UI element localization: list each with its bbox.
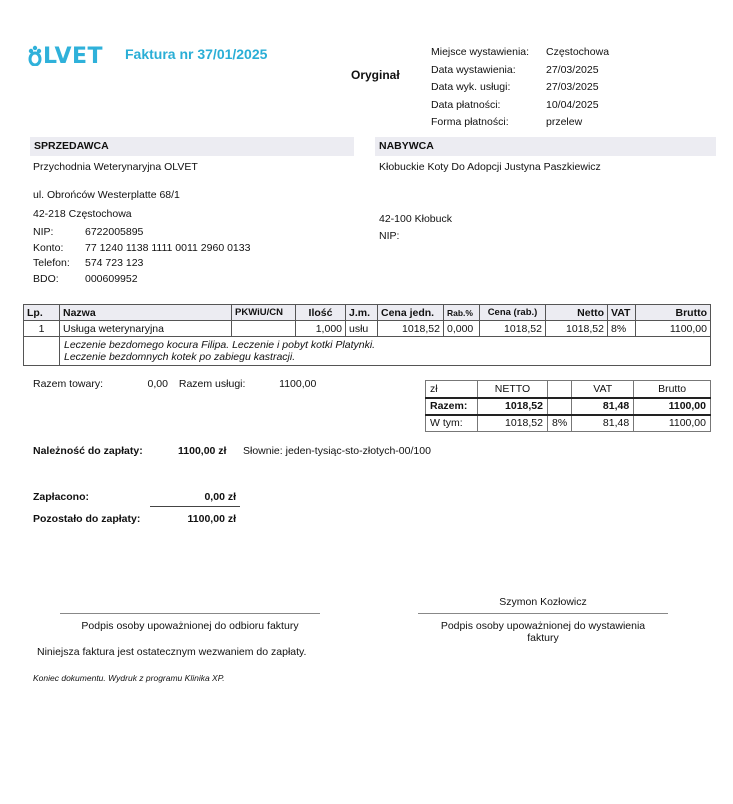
amount-in-words: Słownie: jeden-tysiąc-sto-złotych-00/100 — [243, 445, 431, 457]
meta-row: Forma płatności: przelew — [431, 116, 583, 128]
seller-name: Przychodnia Weterynaryjna OLVET — [33, 161, 198, 173]
buyer-nip-label: NIP: — [379, 230, 400, 242]
item-description-line: Leczenie bezdomnych kotek po zabiegu kastracji. — [64, 351, 296, 363]
seller-heading: SPRZEDAWCA — [30, 137, 354, 156]
buyer-city: 42-100 Kłobuck — [379, 213, 452, 225]
items-table — [23, 304, 711, 366]
goods-summary: Razem towary: 0,00 Razem usługi: 1100,00 — [33, 378, 317, 390]
meta-row: Miejsce wystawienia: Częstochowa — [431, 46, 610, 58]
seller-street: ul. Obrońców Westerplatte 68/1 — [33, 189, 180, 201]
remaining-value: 1100,00 zł — [187, 513, 236, 525]
original-label: Oryginał — [351, 68, 400, 82]
seller-bdo: 000609952 — [85, 272, 138, 285]
invoice-title: Faktura nr 37/01/2025 — [125, 46, 268, 62]
remaining-label: Pozostało do zapłaty: — [33, 513, 141, 525]
buyer-name: Kłobuckie Koty Do Adopcji Justyna Paszkiewicz — [379, 161, 601, 173]
item-description-row — [24, 337, 711, 366]
invoice-meta — [431, 44, 609, 132]
totals-header-row: zł NETTO VAT Brutto — [426, 381, 711, 398]
meta-row: Data wyk. usługi: 27/03/2025 — [431, 81, 599, 93]
seller-phone: 574 723 123 — [85, 257, 144, 269]
issuer-signature-caption: Podpis osoby upoważnionej do wystawienia faktury — [440, 620, 646, 644]
seller-nip: 6722005895 — [85, 226, 144, 238]
paw-icon — [28, 44, 42, 66]
seller-fields: NIP: 6722005895 Konto: 77 1240 1138 1111 0011 2960 0133 Telefon: 574 723 123 BDO: 000609952 — [33, 225, 250, 287]
issuer-name: Szymon Kozłowicz — [499, 596, 587, 608]
final-notice: Niniejsza faktura jest ostatecznym wezwaniem do zapłaty. — [37, 646, 307, 658]
receiver-signature-line — [60, 613, 320, 614]
buyer-heading: NABYWCA — [375, 137, 716, 156]
paid-value: 0,00 zł — [204, 491, 236, 503]
receiver-signature-caption: Podpis osoby upoważnionej do odbioru faktury — [81, 620, 299, 632]
olvet-logo: LVET — [28, 44, 103, 69]
amount-due-label: Należność do zapłaty: — [33, 445, 143, 457]
seller-city: 42-218 Częstochowa — [33, 208, 132, 220]
table-row: 1 Usługa weterynaryjna 1,000 usłu 1018,52 0,000 1018,52 1018,52 8% 1100,00 — [24, 321, 711, 337]
paid-label: Zapłacono: — [33, 491, 90, 503]
totals-total-row: Razem: 1018,52 81,48 1100,00 — [426, 398, 711, 415]
issuer-signature-line — [418, 613, 668, 614]
seller-account: 77 1240 1138 1111 0011 2960 0133 — [85, 241, 251, 254]
totals-table — [425, 380, 711, 432]
meta-row: Data płatności: 10/04/2025 — [431, 98, 599, 111]
amount-due-value: 1100,00 zł — [178, 445, 227, 457]
paid-underline — [150, 506, 240, 507]
end-note: Koniec dokumentu. Wydruk z programu Klinika XP. — [33, 673, 225, 683]
totals-breakdown-row: W tym: 1018,52 8% 81,48 1100,00 — [426, 415, 711, 432]
items-header-row: Lp. Nazwa PKWiU/CN Ilość J.m. Cena jedn. Rab.% Cena (rab.) Netto VAT Brutto — [24, 305, 711, 321]
item-description-line: Leczenie bezdomego kocura Filipa. Leczenie i pobyt kotki Platynki. — [64, 339, 376, 351]
meta-row: Data wystawienia: 27/03/2025 — [431, 63, 599, 76]
